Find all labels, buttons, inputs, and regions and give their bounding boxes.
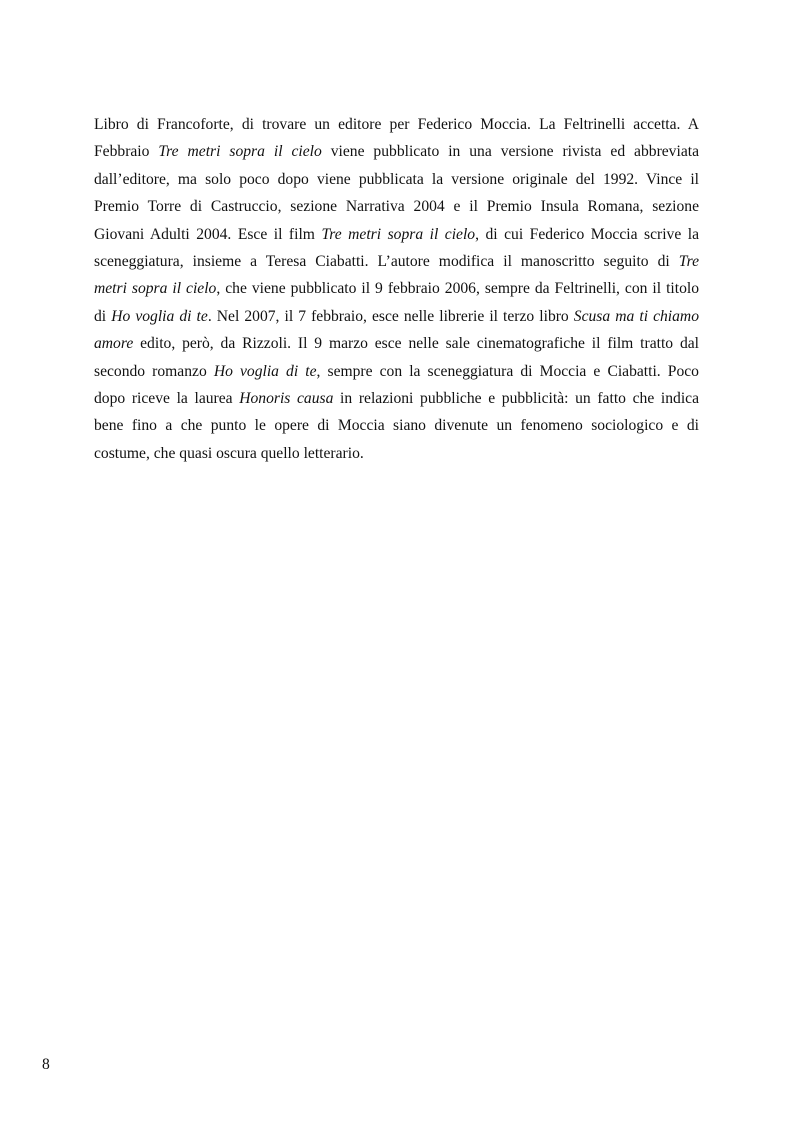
text-line bbox=[94, 248, 699, 275]
text-line bbox=[94, 412, 699, 439]
text-span: , sempre con la sceneggiatura di Moccia e Ciabatti. Poco bbox=[316, 362, 699, 380]
text-span: costume, che quasi oscura quello letterario. bbox=[94, 444, 364, 462]
text-span: di bbox=[94, 307, 112, 325]
text-line bbox=[94, 166, 699, 193]
text-span: Giovani Adulti 2004. Esce il film bbox=[94, 225, 322, 243]
text-span: in relazioni pubbliche e pubblicità: un fatto che indica bbox=[333, 389, 699, 407]
text-line bbox=[94, 303, 699, 330]
text-span: , che viene pubblicato il 9 febbraio 2006, sempre da Feltrinelli, con il titolo bbox=[216, 280, 699, 298]
text-span: dall’editore, ma solo poco dopo viene pubblicata la versione originale del 1992. Vince il bbox=[94, 170, 699, 188]
italic-title-span: Tre metri sopra il cielo bbox=[321, 225, 476, 243]
text-span: sceneggiatura, insieme a Teresa Ciabatti. L’autore modifica il manoscritto seguito di bbox=[94, 252, 679, 270]
text-line bbox=[94, 385, 699, 412]
italic-title-span: Honoris causa bbox=[239, 389, 334, 407]
text-line bbox=[94, 138, 699, 165]
italic-title-span: Scusa ma ti chiamo bbox=[573, 307, 699, 325]
italic-title-span: Ho voglia di te bbox=[213, 362, 317, 380]
italic-title-span: Tre metri sopra il cielo bbox=[158, 143, 322, 161]
text-line bbox=[94, 330, 699, 357]
text-span: , di cui Federico Moccia scrive la bbox=[475, 225, 699, 243]
body-paragraph bbox=[94, 111, 699, 467]
text-span: edito, però, da Rizzoli. Il 9 marzo esce nelle sale cinematografiche il film tratto dal bbox=[133, 335, 699, 353]
text-span: . Nel 2007, il 7 febbraio, esce nelle librerie il terzo libro bbox=[207, 307, 574, 325]
text-span: secondo romanzo bbox=[94, 362, 214, 380]
text-line bbox=[94, 440, 699, 467]
italic-title-span: Tre bbox=[678, 252, 699, 270]
text-line bbox=[94, 221, 699, 248]
page-number: 8 bbox=[42, 1056, 50, 1073]
text-span: Febbraio bbox=[94, 143, 159, 161]
text-span: Libro di Francoforte, di trovare un editore per Federico Moccia. La Feltrinelli accetta. A bbox=[94, 116, 699, 133]
italic-title-span: amore bbox=[94, 335, 134, 353]
text-line bbox=[94, 193, 699, 220]
italic-title-span: Ho voglia di te bbox=[111, 307, 208, 325]
text-line bbox=[94, 275, 699, 302]
text-line bbox=[94, 111, 699, 138]
text-span: Premio Torre di Castruccio, sezione Narrativa 2004 e il Premio Insula Romana, sezione bbox=[94, 198, 699, 216]
italic-title-span: metri sopra il cielo bbox=[94, 280, 217, 298]
text-span: bene fino a che punto le opere di Moccia siano divenute un fenomeno sociologico e di bbox=[94, 417, 699, 435]
text-span: dopo riceve la laurea bbox=[94, 389, 240, 407]
text-span: viene pubblicato in una versione rivista ed abbreviata bbox=[321, 143, 699, 161]
text-line bbox=[94, 358, 699, 385]
